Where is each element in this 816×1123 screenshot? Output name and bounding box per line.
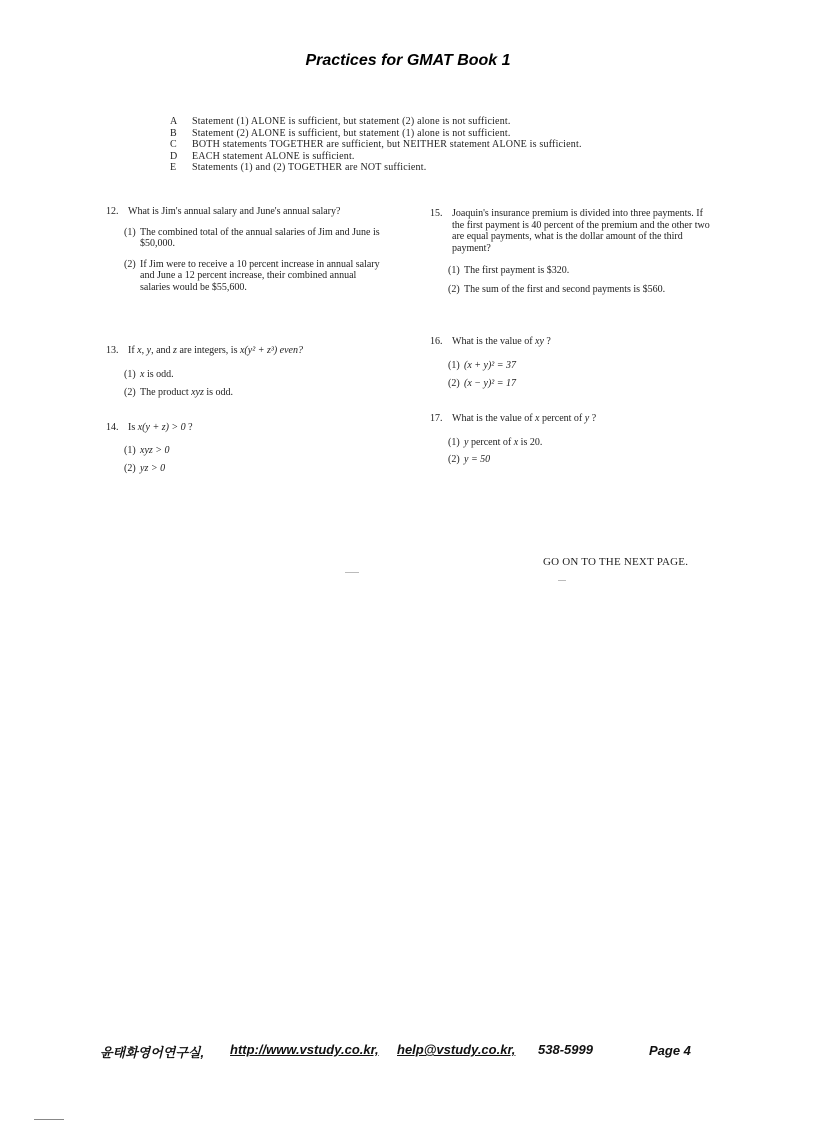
answer-choice-d [170, 151, 582, 163]
statement-text: is odd. [144, 368, 174, 380]
footer-phone: 538-5999 [538, 1042, 593, 1057]
stem-text: What is the value of [452, 413, 536, 424]
question-12 [106, 206, 396, 293]
stem-text: , and [151, 345, 174, 356]
variable: z [173, 345, 177, 356]
answer-choices-list [170, 116, 582, 174]
scan-speck [345, 572, 359, 573]
statement-text: The combined total of the annual salaries of Jim and June is $50,000. [140, 226, 380, 249]
question-number: 12. [106, 206, 119, 217]
statement-label: (1) [448, 265, 460, 276]
footer-email-link[interactable]: help@vstudy.co.kr, [397, 1042, 516, 1057]
statement-2 [106, 387, 406, 399]
question-number: 17. [430, 413, 443, 424]
statement-label: (2) [124, 463, 136, 474]
statement-1 [106, 445, 396, 457]
statement-2 [430, 454, 712, 466]
statement-label: (1) [448, 359, 460, 371]
stem-text: Is [128, 422, 138, 433]
footer-url-link[interactable]: http://www.vstudy.co.kr, [230, 1042, 379, 1057]
statement-2 [106, 463, 396, 475]
go-on-notice: GO ON TO THE NEXT PAGE. [543, 556, 689, 568]
choice-text: BOTH statements TOGETHER are sufficient, but NEITHER statement ALONE is sufficient. [192, 139, 582, 150]
choice-letter: D [170, 150, 178, 162]
statement-label: (2) [124, 387, 136, 398]
scan-speck [558, 580, 566, 581]
variable: x [137, 345, 142, 356]
choice-text: EACH statement ALONE is sufficient. [192, 150, 355, 162]
statement-text: The sum of the first and second payments is $560. [464, 283, 666, 295]
expression: x(y² + z³) [239, 345, 278, 356]
stem-text: If [128, 345, 138, 356]
variable: y [464, 436, 469, 448]
statement-text: The product [140, 387, 192, 398]
statement-2 [430, 284, 712, 296]
statement-expression: yz > 0 [140, 463, 166, 474]
variable: xyz [191, 387, 204, 398]
statement-1 [430, 360, 712, 372]
statement-expression: y = 50 [464, 454, 491, 465]
choice-text: Statements (1) and (2) TOGETHER are NOT sufficient. [192, 162, 427, 173]
stem-text: ? [185, 422, 193, 433]
question-14 [106, 422, 396, 475]
question-17 [430, 413, 712, 466]
question-number: 15. [430, 208, 443, 219]
stem-text: What is the value of [452, 336, 536, 347]
stem-text: , [141, 345, 147, 356]
question-stem: What is Jim's annual salary and June's annual salary? [128, 206, 341, 217]
statement-text: is 20. [518, 436, 543, 448]
statement-2 [430, 378, 712, 390]
footer-org: 윤태화영어연구실, [100, 1045, 205, 1060]
statement-label: (1) [124, 444, 136, 456]
question-number: 14. [106, 422, 119, 433]
choice-letter: C [170, 139, 177, 150]
stem-text: ? [589, 413, 597, 424]
choice-text: Statement (2) ALONE is sufficient, but statement (1) alone is not sufficient. [192, 127, 511, 139]
statement-label: (1) [124, 226, 136, 238]
statement-label: (2) [448, 454, 460, 465]
statement-label: (2) [448, 378, 460, 389]
statement-expression: xyz > 0 [140, 444, 170, 456]
answer-choice-c [170, 139, 582, 151]
statement-1 [430, 437, 712, 449]
question-15 [430, 208, 712, 295]
variable: x [535, 413, 540, 424]
stem-text: even? [277, 345, 303, 356]
question-number: 16. [430, 336, 443, 347]
answer-choice-a [170, 116, 582, 128]
choice-text: Statement (1) ALONE is sufficient, but statement (2) alone is not sufficient. [192, 116, 511, 127]
statement-text: is odd. [203, 387, 234, 398]
choice-letter: A [170, 116, 178, 127]
statement-1 [430, 265, 712, 277]
page-number: Page 4 [649, 1043, 691, 1058]
statement-label: (1) [124, 368, 136, 380]
choice-letter: B [170, 127, 177, 139]
statement-2 [106, 259, 396, 294]
question-16 [430, 336, 712, 390]
statement-label: (2) [124, 258, 136, 270]
statement-label: (2) [448, 283, 460, 295]
statement-label: (1) [448, 436, 460, 448]
expression: xy [535, 336, 544, 347]
variable: x [513, 436, 519, 448]
stem-text: percent of [539, 413, 585, 424]
answer-choice-b [170, 128, 582, 140]
stem-text: are integers, is [176, 345, 240, 356]
expression: x(y + z) > 0 [137, 422, 186, 433]
statement-text: The first payment is $320. [464, 265, 570, 276]
stem-text: ? [543, 336, 551, 347]
statement-expression: (x − y)² = 17 [464, 378, 517, 389]
question-number: 13. [106, 345, 119, 356]
question-stem: Joaquin's insurance premium is divided into three payments. If the first payment is 40 percent of the premium and the other two are equal payments, what is the dollar amount of the third payment? [452, 208, 710, 254]
statement-expression: (x + y)² = 37 [464, 359, 517, 371]
statement-1 [106, 227, 396, 250]
statement-1 [106, 369, 406, 381]
answer-choice-e [170, 162, 582, 174]
statement-text: If Jim were to receive a 10 percent increase in annual salary and June a 12 percent increase, their combined annual salaries would be $55,600. [140, 258, 380, 293]
variable: y [584, 413, 590, 424]
question-13 [106, 345, 406, 399]
choice-letter: E [170, 162, 177, 173]
page-title: Practices for GMAT Book 1 [305, 52, 511, 69]
scan-speck [34, 1119, 64, 1120]
variable: x [140, 368, 145, 380]
variable: y [146, 345, 152, 356]
statement-text: percent of [468, 436, 514, 448]
